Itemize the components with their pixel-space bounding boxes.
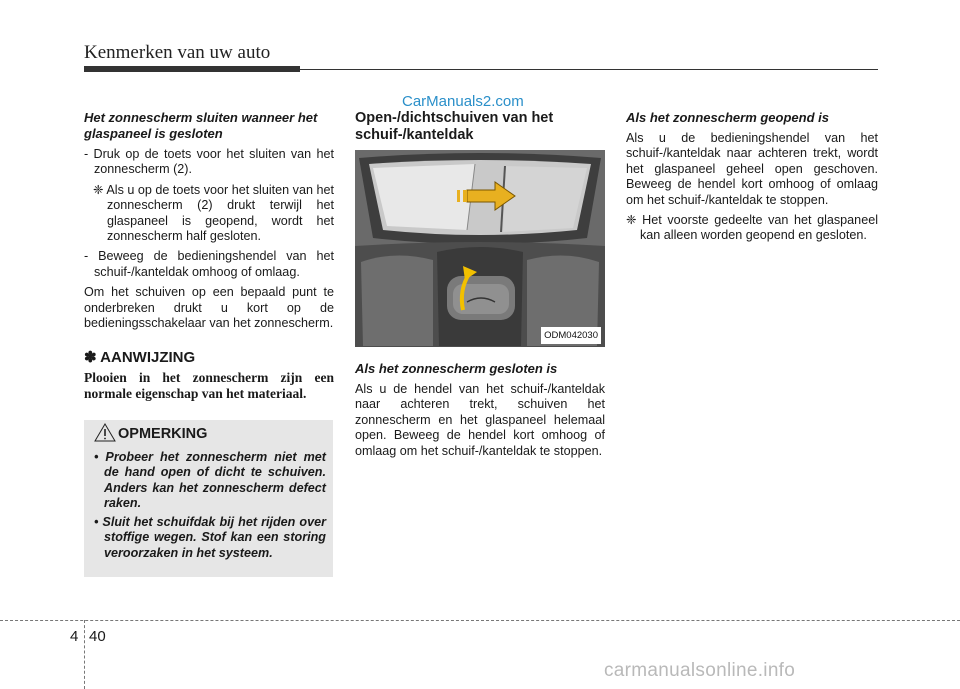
- instruction-item-1: - Druk op de toets voor het sluiten van het zonnescherm (2).: [84, 147, 334, 177]
- opmerking-list: [94, 450, 326, 565]
- sunroof-figure: [355, 150, 605, 347]
- subheading-shade-closed: Als het zonnescherm gesloten is: [355, 361, 558, 376]
- paragraph-interrupt: Om het schuiven op een bepaald punt te onderbreken drukt u kort op de bedieningsschakelaar van het zonnescherm.: [84, 285, 334, 331]
- warning-triangle-icon: [94, 422, 116, 447]
- column-right: [626, 110, 878, 249]
- note-half-close: ❈ Als u op de toets voor het sluiten van het zonnescherm (2) drukt terwijl het glaspaneel is geopend, wordt het zonnescherm half gesloten.: [93, 182, 334, 244]
- footer-divider: [84, 620, 85, 689]
- opmerking-item: • Probeer het zonnescherm niet met de hand open of dicht te schuiven. Anders kan het zonnescherm defect raken.: [94, 450, 326, 510]
- aanwijzing-text: Plooien in het zonnescherm zijn een normale eigenschap van het materiaal.: [84, 370, 334, 402]
- header-rule-thin: [300, 69, 878, 70]
- page-number: 40: [89, 628, 106, 645]
- figure-code: ODM042030: [541, 327, 601, 344]
- note-front-section: ❈ Het voorste gedeelte van het glaspaneel kan alleen worden geopend en gesloten.: [626, 213, 878, 243]
- footer-rule: [0, 620, 960, 621]
- subheading-shade-open: Als het zonnescherm geopend is: [626, 110, 829, 125]
- section-title: Kenmerken van uw auto: [84, 42, 271, 63]
- watermark-top: CarManuals2.com: [402, 93, 524, 110]
- column-left: [84, 110, 334, 402]
- opmerking-item: • Sluit het schuifdak bij het rijden over stoffige wegen. Stof kan een storing veroorzaken in het systeem.: [94, 515, 326, 560]
- subheading-close-shade: Het zonnescherm sluiten wanneer het glaspaneel is gesloten: [84, 110, 318, 141]
- paragraph-shade-closed: Als u de hendel van het schuif-/kanteldak naar achteren trekt, schuiven het zonnescherm en het glaspaneel helemaal open. Beweeg de hendel kort omhoog of omlaag om het schuif-/kanteldak te stoppen.: [355, 382, 605, 458]
- opmerking-title: OPMERKING: [118, 426, 208, 442]
- column-middle: [355, 110, 605, 464]
- sunroof-illustration: [355, 150, 605, 347]
- section-heading-sunroof: Open-/dichtschuiven van het schuif-/kanteldak: [355, 110, 554, 143]
- opmerking-box: [84, 420, 333, 577]
- paragraph-shade-open: Als u de bedieningshendel van het schuif-/kanteldak naar achteren trekt, wordt het glaspaneel geheel open geschoven. Beweeg de hendel kort omhoog of omlaag om het schuif-/kanteldak te stoppen.: [626, 131, 878, 207]
- watermark-bottom: carmanualsonline.info: [604, 660, 796, 681]
- chapter-number: 4: [70, 628, 79, 645]
- header-rule-thick: [84, 66, 300, 72]
- aanwijzing-heading: ✽ AANWIJZING: [84, 349, 196, 367]
- instruction-item-2: - Beweeg de bedieningshendel van het schuif-/kanteldak omhoog of omlaag.: [84, 249, 334, 279]
